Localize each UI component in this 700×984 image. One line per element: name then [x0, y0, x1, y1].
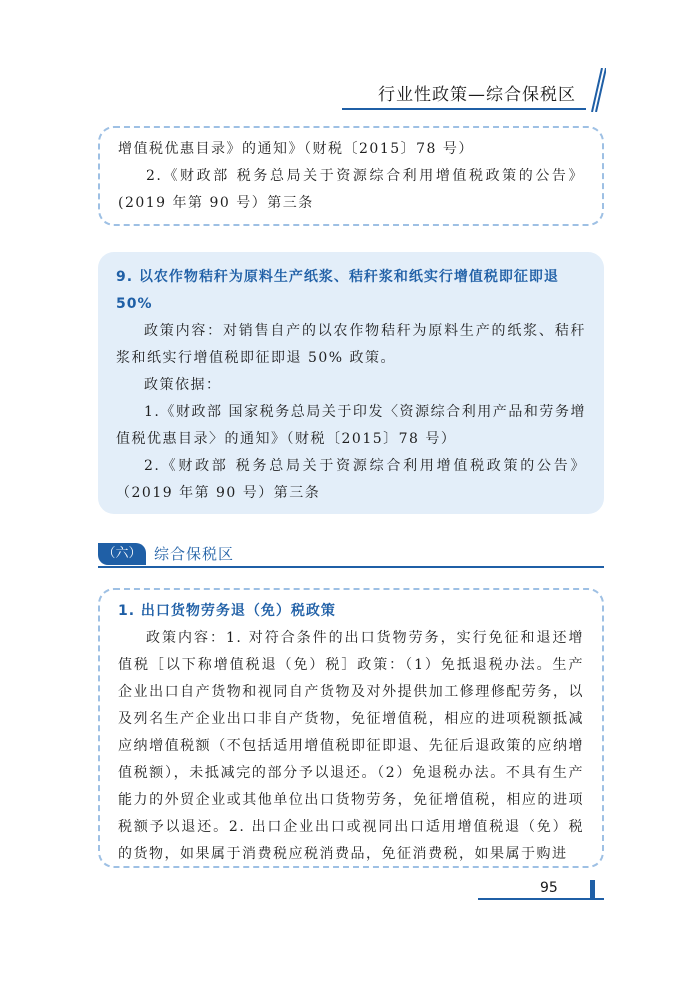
policy-heading: 9. 以农作物秸秆为原料生产纸浆、秸秆浆和纸实行增值税即征即退 50% — [116, 269, 559, 312]
policy-basis-item: 2.《财政部 税务总局关于资源综合利用增值税政策的公告》(2019 年第 90 号）第三条 — [118, 168, 584, 211]
section-title: 综合保税区 — [154, 545, 235, 563]
policy-basis-label: 政策依据： — [144, 377, 222, 393]
section-rule — [98, 566, 604, 568]
page-rule — [478, 898, 604, 900]
policy-content: 政策内容：1. 对符合条件的出口货物劳务，实行免征和退还增值税［以下称增值税退（免）税］政策：（1）免抵退税办法。生产企业出口自产货物和视同自产货物及对外提供加工修理修配劳务，以及列名生产企业出口非自产货物，免征增值税，相应的进项税额抵减应纳增值税额（不包括适用增值税即征即退、先征后退政策的应纳增值税额），未抵减完的部分予以退还。（2）免退税办法。不具有生产能力的外贸企业或其他单位出口货物劳务，免征增值税，相应的进项税额予以退还。2. 出口企业出口或视同出口适用增值税退（免）税的货物，如果属于消费税应税消费品，免征消费税，如果属于购进 — [118, 630, 584, 862]
header-slash-icon — [590, 68, 606, 112]
policy-text: 增值税优惠目录》的通知》（财税〔2015〕78 号） — [118, 141, 474, 157]
policy-basis-item: 1.《财政部 国家税务总局关于印发〈资源综合利用产品和劳务增值税优惠目录〉的通知》（财税〔2015〕78 号） — [116, 404, 586, 447]
header-rule — [342, 108, 586, 110]
section-header — [98, 540, 604, 568]
policy-heading: 1. 出口货物劳务退（免）税政策 — [118, 603, 336, 619]
policy-box-export-refund — [98, 588, 604, 868]
page-mark — [590, 880, 595, 900]
policy-box-continued — [98, 126, 604, 226]
header-title: 行业性政策—综合保税区 — [378, 85, 576, 105]
policy-content: 政策内容：对销售自产的以农作物秸秆为原料生产的纸浆、秸秆浆和纸实行增值税即征即退 50% 政策。 — [116, 323, 586, 366]
page-number: 95 — [540, 880, 558, 896]
policy-box-straw-pulp — [98, 252, 604, 514]
policy-basis-item: 2.《财政部 税务总局关于资源综合利用增值税政策的公告》（2019 年第 90 号）第三条 — [116, 458, 586, 501]
section-number: （六） — [98, 543, 146, 565]
